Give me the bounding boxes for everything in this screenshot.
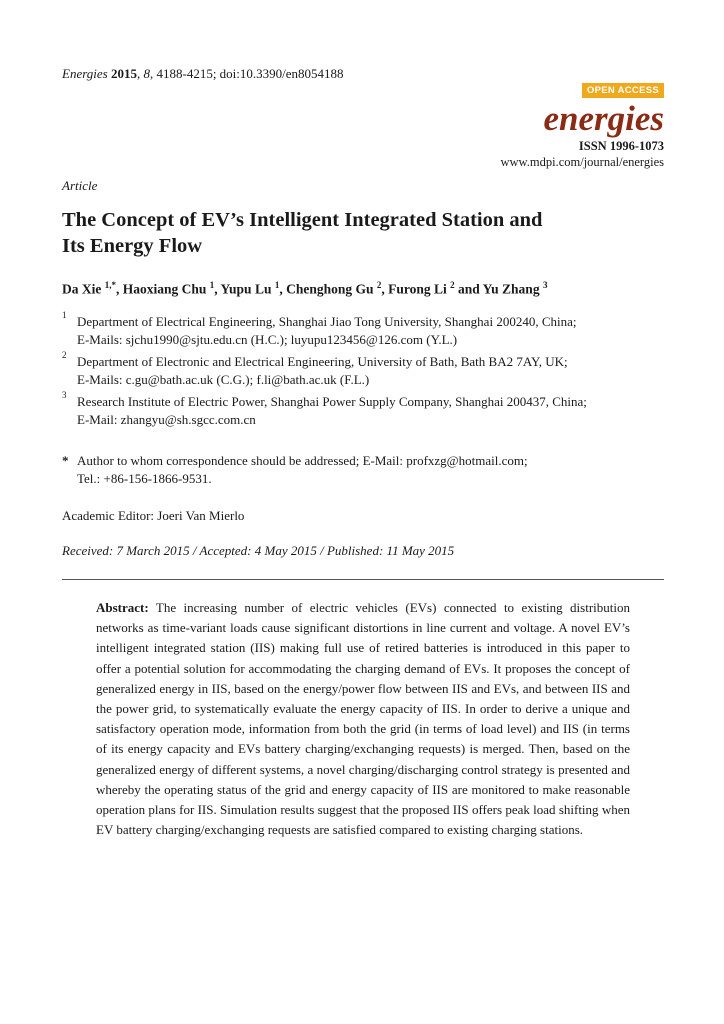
author-name: Chenghong Gu (286, 281, 374, 297)
citation-rest: , 4188-4215; doi:10.3390/en8054188 (149, 66, 344, 81)
affiliation-item (62, 350, 662, 389)
affiliation-number: 2 (62, 350, 67, 360)
correspondence (62, 452, 528, 488)
affiliation-address: Department of Electrical Engineering, Shanghai Jiao Tong University, Shanghai 200240, China; (77, 314, 577, 329)
journal-url[interactable]: www.mdpi.com/journal/energies (500, 155, 664, 169)
author-affil-sup: 2 (376, 280, 382, 290)
affiliations (62, 310, 662, 433)
affiliation-address: Department of Electronic and Electrical Engineering, University of Bath, Bath BA2 7AY, UK; (77, 354, 568, 369)
journal-logo: energies (543, 99, 664, 138)
citation-volume: 8 (143, 66, 150, 81)
author-list (62, 280, 547, 298)
section-divider (62, 579, 664, 580)
affiliation-address: Research Institute of Electric Power, Shanghai Power Supply Company, Shanghai 200437, China; (77, 394, 587, 409)
author-sep: , (214, 281, 221, 297)
author-name: Yupu Lu (220, 281, 272, 297)
correspondence-phone: Tel.: +86-156-1866-9531. (77, 471, 212, 486)
abstract (96, 598, 630, 840)
abstract-label: Abstract: (96, 600, 149, 615)
author-sep: , (381, 281, 389, 297)
journal-brand (404, 80, 664, 170)
affiliation-item (62, 390, 662, 429)
citation: Energies 2015, 8, 4188-4215; doi:10.3390/en8054188 (62, 66, 344, 81)
author-affil-sup: 1 (274, 280, 280, 290)
affiliation-item (62, 310, 662, 349)
citation-journal: Energies (62, 66, 108, 81)
academic-editor: Academic Editor: Joeri Van Mierlo (62, 508, 245, 523)
correspondence-marker: * (62, 453, 69, 468)
title-line-1: The Concept of EV’s Intelligent Integrated Station and (62, 209, 543, 231)
author-sep: , (279, 281, 287, 297)
title-line-2: Its Energy Flow (62, 235, 203, 257)
author-affil-sup: 2 (450, 280, 455, 290)
paper-title (62, 207, 662, 259)
open-access-badge: OPEN ACCESS (582, 83, 664, 98)
citation-year: 2015 (110, 66, 137, 81)
author-sep: , (116, 281, 123, 297)
author-name: Furong Li (388, 281, 447, 297)
author-name: Yu Zhang (482, 281, 540, 297)
author-name: Da Xie (62, 281, 102, 297)
publication-dates: Received: 7 March 2015 / Accepted: 4 May 2015 / Published: 11 May 2015 (62, 543, 455, 558)
correspondence-text: Author to whom correspondence should be addressed; E-Mail: profxzg@hotmail.com; (77, 453, 528, 468)
affiliation-number: 3 (62, 390, 67, 400)
issn: ISSN 1996-1073 (578, 139, 664, 153)
author-sep: and (454, 281, 483, 297)
author-name: Haoxiang Chu (122, 281, 207, 297)
affiliation-emails: E-Mails: sjchu1990@sjtu.edu.cn (H.C.); luyupu123456@126.com (Y.L.) (77, 332, 458, 347)
article-type: Article (62, 178, 98, 193)
affiliation-emails: E-Mail: zhangyu@sh.sgcc.com.cn (77, 412, 256, 427)
author-affil-sup: 1,* (104, 280, 116, 290)
author-affil-sup: 3 (542, 280, 548, 290)
affiliation-emails: E-Mails: c.gu@bath.ac.uk (C.G.); f.li@bath.ac.uk (F.L.) (77, 372, 370, 387)
abstract-text: The increasing number of electric vehicles (EVs) connected to existing distribution networks as time-variant loads cause significant distortions in line current and voltage. A novel EV’s intelligent integrated station (IIS) making full use of retired batteries is introduced in this paper to offer a potential solution for accommodating the charging demand of EVs. It proposes the concept of generalized energy in IIS, based on the energy/power flow between IIS and EVs, and between IIS and the power grid, to systematically evaluate the energy capacity of IIS. In order to derive a unique and satisfactory operation mode, information from both the grid (in terms of load level) and IIS (in terms of its energy capacity and EVs battery charging/exchanging requests) is merged. Then, based on the generalized energy of different systems, a novel charging/discharging control strategy is presented and whereby the operating status of the grid and energy capacity of IIS are monitored to make reasonable operation plans for IIS. Simulation results suggest that the proposed IIS offers peak load shifting when EV battery charging/exchanging requests are satisfied compared to existing charging stations. (96, 600, 630, 838)
affiliation-number: 1 (62, 310, 67, 320)
author-affil-sup: 1 (209, 280, 215, 290)
